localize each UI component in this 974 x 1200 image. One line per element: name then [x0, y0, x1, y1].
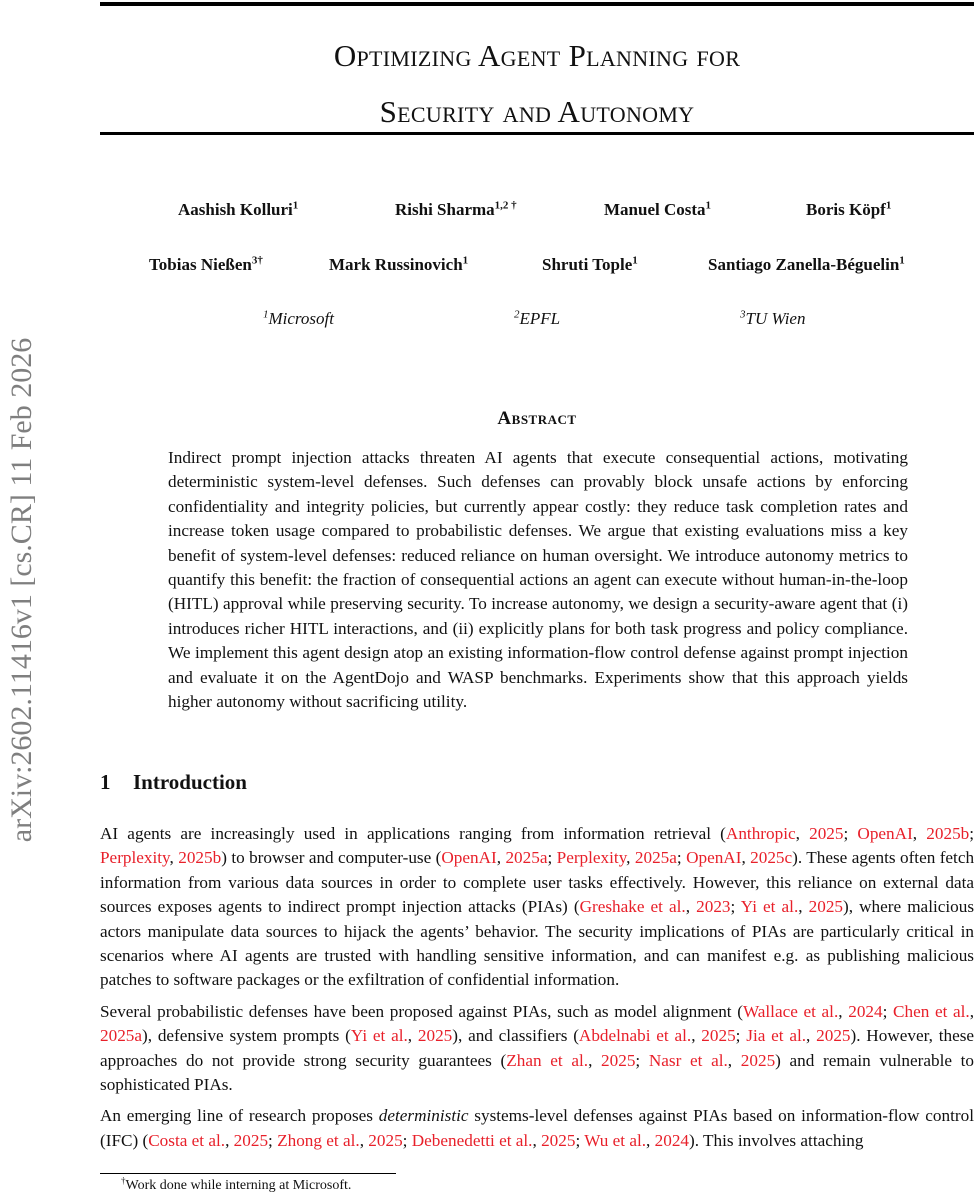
title-rule-bottom [100, 132, 974, 135]
citation-link[interactable]: Perplexity [556, 848, 627, 868]
arxiv-stamp [0, 0, 44, 1200]
citation-link[interactable]: 2025 [816, 1026, 851, 1046]
citation-link[interactable]: 2025c [750, 848, 793, 868]
citation-link[interactable]: 2025a [634, 848, 677, 868]
affiliation: $^2$EPFL [514, 308, 561, 328]
introduction-body [100, 822, 974, 1160]
author-row-1 [100, 200, 974, 226]
paragraph: Several probabilistic defenses have been proposed against PIAs, such as model alignment (Wallace et al., 2024; Chen et al., 2025a), defensive system prompts (Yi et al., 2025), and classifiers (Abdelnabi et al., 2025; Jia et al., 2025). However, these approaches do not provide strong security guarantees (Zhan et al., 2025; Nasr et al., 2025) and remain vulnerable to sophisticated PIAs. [100, 1001, 974, 1095]
citation-link[interactable]: 2025b [178, 848, 222, 868]
citation-link[interactable]: OpenAI [857, 824, 913, 843]
citation-link[interactable]: 2025 [809, 824, 844, 843]
section-number: 1 [100, 770, 111, 794]
citation-link[interactable]: 2025 [417, 1026, 453, 1046]
citation-link[interactable]: 2025b [926, 824, 970, 843]
title-line-1: Optimizing Agent Planning for [333, 38, 741, 73]
author: Santiago Zanella-Béguelin$^1$ [708, 254, 905, 274]
author: Rishi Sharma$^{1,2 \dagger}$ [395, 199, 517, 219]
footnote-rule [100, 1173, 396, 1174]
citation-link[interactable]: Wallace et al. [742, 1001, 839, 1021]
citation-link[interactable]: Yi et al. [350, 1026, 408, 1046]
citation-link[interactable]: 2024 [654, 1130, 690, 1150]
citation-link[interactable]: 2025 [233, 1130, 269, 1150]
citation-link[interactable]: 2025a [100, 1026, 143, 1046]
citation-link[interactable]: OpenAI [686, 848, 742, 868]
citation-link[interactable]: Anthropic [725, 824, 796, 843]
citation-link[interactable]: Abdelnabi et al. [578, 1026, 692, 1046]
paragraph: AI agents are increasingly used in applications ranging from information retrieval (Anthropic, 2025; OpenAI, 2025b; Perplexity, 2025b) to browser and computer-use (OpenAI, 2025a; Perplexity, 2025a; OpenAI, 2025c). These agents often fetch information from various data sources in order to complete user tasks effectively. However, this reliance on external data sources exposes agents to indirect prompt injection attacks (PIAs) (Greshake et al., 2023; Yi et al., 2025), where malicious actors manipulate data sources to hijack the agents’ behavior. The security implications of PIAs are particularly critical in scenarios where AI agents are trusted with handling sensitive information, and can manifest e.g. as publishing malicious patches to software packages or the exfiltration of confidential information. [100, 824, 974, 990]
citation-link[interactable]: Zhong et al. [277, 1130, 360, 1150]
citation-link[interactable]: 2025 [541, 1130, 576, 1150]
citation-link[interactable]: Perplexity [100, 848, 170, 868]
citation-link[interactable]: 2025 [368, 1130, 403, 1150]
citation-link[interactable]: 2025 [808, 897, 844, 917]
citation-link[interactable]: 2025 [740, 1050, 776, 1070]
section-heading [100, 770, 247, 795]
abstract-body: Indirect prompt injection attacks threaten AI agents that execute consequential actions, motivating deterministic system-level defenses. Such defenses can provably block unsafe actions by enforcing confidentiality and integrity policies, but currently appear costly: they reduce task completion rates and increase token usage compared to probabilistic defenses. We argue that existing evaluations miss a key benefit of system-level defenses: reduced reliance on human oversight. We introduce autonomy metrics to quantify this benefit: the fraction of consequential actions an agent can execute without human-in-the-loop (HITL) approval while preserving security. To increase autonomy, we design a security-aware agent that (i) introduces richer HITL interactions, and (ii) explicitly plans for both task progress and policy compliance. We implement this agent design atop an existing information-flow control defense against prompt injection and evaluate it on the AgentDojo and WASP benchmarks. Experiments show that this approach yields higher autonomy without sacrificing utility. [168, 448, 908, 712]
citation-link[interactable]: 2024 [848, 1001, 883, 1021]
citation-link[interactable]: 2023 [696, 897, 731, 917]
author: Manuel Costa$^1$ [604, 199, 712, 219]
citation-link[interactable]: 2025 [701, 1026, 736, 1046]
author: Boris Köpf$^1$ [806, 199, 892, 219]
title-line-2: Security and Autonomy [379, 94, 695, 129]
author: Tobias Nießen$^{3\dagger}$ [149, 254, 263, 274]
citation-link[interactable]: Zhan et al. [506, 1050, 589, 1070]
paragraph: An emerging line of research proposes deterministic systems-level defenses against PIAs based on information-flow control (IFC) (Costa et al., 2025; Zhong et al., 2025; Debenedetti et al., 2025; Wu et al., 2024). This involves attaching [100, 1106, 974, 1150]
citation-link[interactable]: Wu et al. [584, 1130, 647, 1150]
arxiv-id: arXiv:2602.11416v1 [cs.CR] 11 Feb 2026 [5, 337, 38, 843]
citation-link[interactable]: OpenAI [441, 848, 497, 868]
citation-link[interactable]: 2025 [601, 1050, 636, 1070]
footnote-text: Work done while interning at Microsoft. [125, 1178, 352, 1193]
citation-link[interactable]: 2025a [505, 848, 548, 868]
author: Mark Russinovich$^1$ [329, 254, 469, 274]
author-row-2 [100, 255, 974, 281]
citation-link[interactable]: Jia et al. [746, 1026, 807, 1046]
abstract-heading: Abstract [497, 408, 577, 429]
citation-link[interactable]: Chen et al. [893, 1001, 970, 1021]
affiliation: $^1$Microsoft [263, 308, 334, 328]
citation-link[interactable]: Debenedetti et al. [411, 1130, 533, 1150]
footnote [121, 1175, 352, 1194]
author: Aashish Kolluri$^1$ [178, 199, 299, 219]
emphasis: deterministic [378, 1106, 469, 1126]
section-title: Introduction [133, 770, 247, 794]
paper-title [100, 28, 974, 140]
author: Shruti Tople$^1$ [542, 254, 638, 274]
citation-link[interactable]: Greshake et al. [579, 897, 686, 917]
citation-link[interactable]: Nasr et al. [648, 1050, 728, 1070]
affiliations [100, 309, 974, 335]
footnote-mark: † [121, 1175, 126, 1186]
citation-link[interactable]: Costa et al. [148, 1130, 226, 1150]
affiliation: $^3$TU Wien [740, 308, 806, 328]
citation-link[interactable]: Yi et al. [740, 897, 799, 917]
title-rule-top [100, 2, 974, 6]
